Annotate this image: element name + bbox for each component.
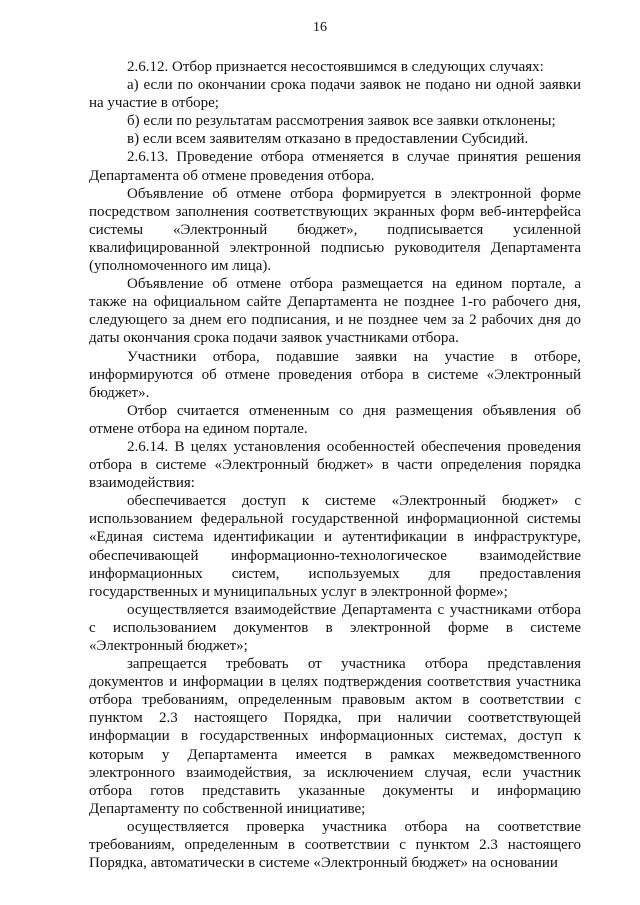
paragraph-participants-informed: Участники отбора, подавшие заявки на участие в отборе, информируются об отмене проведения отбора в системе «Электронный бюджет». (89, 348, 581, 401)
clause-2-6-12: 2.6.12. Отбор признается несостоявшимся в следующих случаях: (127, 59, 544, 75)
paragraph-interaction: осуществляется взаимодействие Департамента с участниками отбора с использованием документов в электронной форме в системе «Электронный бюджет»; (89, 601, 581, 654)
paragraph-prohibited-requirements: запрещается требовать от участника отбора представления документов и информации в целях подтверждения соответствия участника отбора требованиям, определенным правовым актом в соответствии с пунктом 2.3 настоящего Порядка, при наличии соответствующей информации в государственных информационных системах, доступ к которым у Департамента имеется в рамках межведомственного электронного взаимодействия, за исключением случая, если участник отбора готов представить указанные документы и информацию Департаменту по собственной инициативе; (89, 656, 581, 817)
clause-2-6-12-item-a: а) если по окончании срока подачи заявок не подано ни одной заявки на участие в отборе; (89, 77, 581, 112)
body-text (89, 58, 581, 872)
paragraph-cancel-notice-form: Объявление об отмене отбора формируется в электронной форме посредством заполнения соответствующих экранных форм веб-интерфейса системы «Электронный бюджет», подписывается усиленной квалифицированной электронной подписью руководителя Департамента (уполномоченного им лица). (89, 185, 581, 275)
paragraph-cancelled-date: Отбор считается отмененным со дня размещения объявления об отмене отбора на едином портале. (89, 402, 581, 437)
paragraph-automatic-check: осуществляется проверка участника отбора на соответствие требованиям, определенным в соответствии с пунктом 2.3 настоящего Порядка, автоматически в системе «Электронный бюджет» на основании (89, 818, 581, 872)
clause-2-6-13: 2.6.13. Проведение отбора отменяется в случае принятия решения Департамента об отмене проведения отбора. (89, 149, 581, 184)
clause-2-6-12-item-c: в) если всем заявителям отказано в предоставлении Субсидий. (127, 131, 529, 148)
clause-2-6-14: 2.6.14. В целях установления особенностей обеспечения проведения отбора в системе «Электронный бюджет» в части определения порядка взаимодействия: (89, 438, 581, 492)
page-number: 16 (313, 20, 327, 35)
clause-2-6-12-item-b: б) если по результатам рассмотрения заявок все заявки отклонены; (127, 113, 556, 130)
paragraph-access-provided: обеспечивается доступ к системе «Электронный бюджет» с использованием федеральной государственной информационной системы «Единая система идентификации и аутентификации в инфраструктуре, обеспечивающей информационно-технологическое взаимодействие информационных систем, используемых для предоставления государственных и муниципальных услуг в электронной форме»; (89, 493, 581, 600)
paragraph-cancel-notice-publish: Объявление об отмене отбора размещается на едином портале, а также на официальном сайте Департамента не позднее 1-го рабочего дня, следующего за днем его подписания, и не позднее чем за 2 рабочих дня до даты окончания срока подачи заявок участниками отбора. (89, 276, 581, 347)
